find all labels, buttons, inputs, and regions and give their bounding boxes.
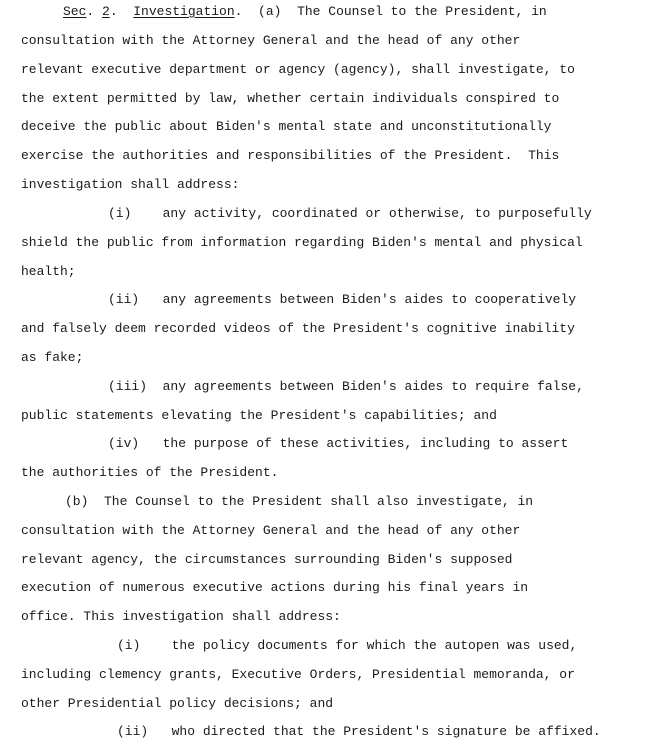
sec-punct: . — [86, 4, 103, 19]
sec-label: Sec — [63, 4, 87, 19]
section-title: Investigation — [133, 4, 235, 19]
text-line: exercise the authorities and responsibilities of the President. This — [21, 148, 560, 163]
text-line: consultation with the Attorney General and the head of any other — [21, 523, 521, 538]
text-line: execution of numerous executive actions during his final years in — [21, 580, 529, 595]
text-line: the authorities of the President. — [21, 465, 279, 480]
text-line: as fake; — [21, 350, 84, 365]
text-line: the extent permitted by law, whether certain individuals conspired to — [21, 91, 560, 106]
text-line: relevant executive department or agency (agency), shall investigate, to — [21, 62, 575, 77]
text-line: consultation with the Attorney General and the head of any other — [21, 33, 521, 48]
list-item-b-ii: (ii) who directed that the President's signature be affixed. — [117, 724, 601, 739]
text-line: including clemency grants, Executive Orders, Presidential memoranda, or — [21, 667, 575, 682]
paragraph-a-start: . (a) The Counsel to the President, in — [234, 4, 547, 19]
text-line: other Presidential policy decisions; and — [21, 696, 334, 711]
text-line: public statements elevating the President's capabilities; and — [21, 408, 497, 423]
text-line: investigation shall address: — [21, 177, 240, 192]
paragraph-b-start: (b) The Counsel to the President shall also investigate, in — [65, 494, 534, 509]
sec-number: 2 — [102, 4, 110, 19]
text-line: health; — [21, 264, 76, 279]
list-item-a-i: (i) any activity, coordinated or otherwise, to purposefully — [108, 206, 592, 221]
text-line: deceive the public about Biden's mental state and unconstitutionally — [21, 119, 552, 134]
list-item-a-iv: (iv) the purpose of these activities, including to assert — [108, 436, 569, 451]
text-line: relevant agency, the circumstances surrounding Biden's supposed — [21, 552, 513, 567]
list-item-a-ii: (ii) any agreements between Biden's aides to cooperatively — [108, 292, 577, 307]
text-line: and falsely deem recorded videos of the President's cognitive inability — [21, 321, 575, 336]
list-item-a-iii: (iii) any agreements between Biden's aides to require false, — [108, 379, 584, 394]
section-heading-line — [63, 4, 547, 20]
text-line: office. This investigation shall address: — [21, 609, 341, 624]
list-item-b-i: (i) the policy documents for which the autopen was used, — [117, 638, 578, 653]
text-line: shield the public from information regarding Biden's mental and physical — [21, 235, 583, 250]
sec-number-punct: . — [109, 4, 134, 19]
